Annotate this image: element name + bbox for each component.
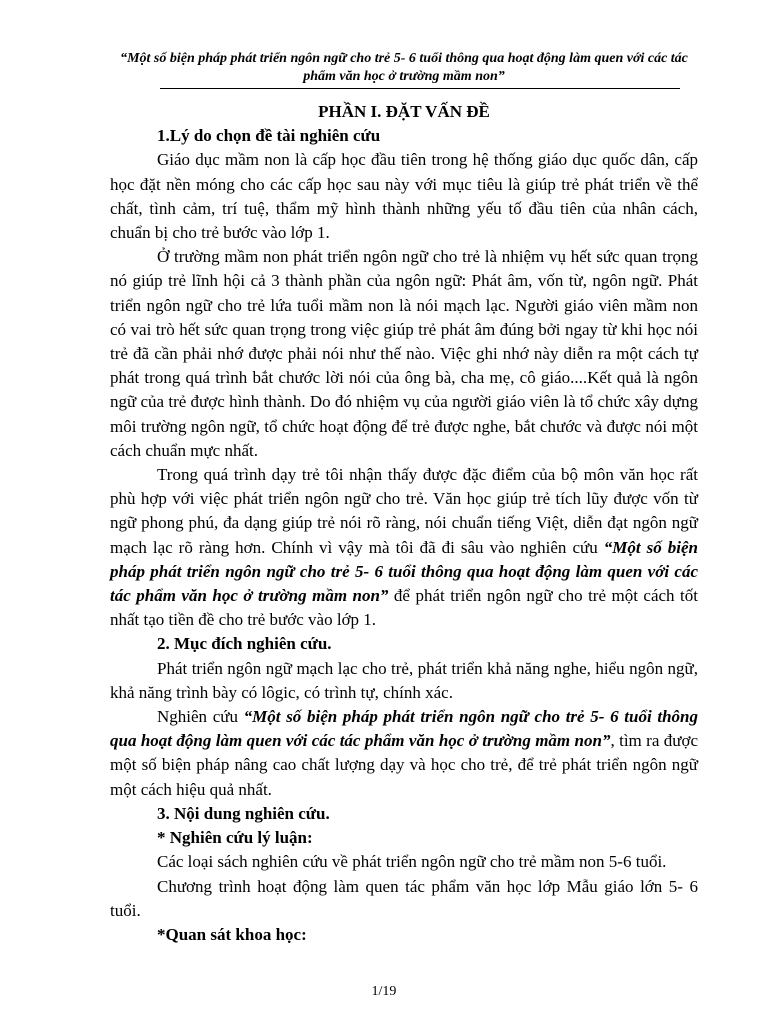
heading-purpose: 2. Mục đích nghiên cứu. [157,634,332,654]
paragraph-6: Các loại sách nghiên cứu về phát triển ngôn ngữ cho trẻ mầm non 5-6 tuổi. [157,852,667,872]
paragraph-5-title: “Một số biện pháp phát triển ngôn ngữ cho trẻ 5- 6 tuổi thông qua hoạt động làm quen với các tác phẩm văn học ở trường mầm non” [110,707,699,751]
running-header: “Một số biện pháp phát triển ngôn ngữ cho trẻ 5- 6 tuổi thông qua hoạt động làm quen với các tác phẩm văn học ở trường mầm non” [120,51,688,84]
document-body [110,100,698,947]
heading-content: 3. Nội dung nghiên cứu. [157,803,330,823]
heading-reason: 1.Lý do chọn đề tài nghiên cứu [157,126,381,146]
paragraph-7: Chương trình hoạt động làm quen tác phẩm văn học lớp Mẫu giáo lớn 5- 6 tuổi. [110,876,698,920]
heading-theory: * Nghiên cứu lý luận: [157,828,313,848]
page-number: 1/19 [371,984,397,999]
paragraph-2: Ở trường mầm non phát triển ngôn ngữ cho trẻ là nhiệm vụ hết sức quan trọng nó giúp trẻ lĩnh hội cả 3 thành phần của ngôn ngữ: Phát âm, vốn từ, ngôn ngữ. Phát triển ngôn ngữ cho trẻ lứa tuổi mầm non là nói mạch lạc. Người giáo viên mầm non có vai trò hết sức quan trọng trong việc giúp trẻ phát âm đúng bởi ngay từ khi học nói trẻ đã cần phải nhớ được phải nói như thế nào. Việc ghi nhớ này diễn ra một cách tự phát trong quá trình bắt chước lời nói của ông bà, cha mẹ, cô giáo....Kết quả là ngôn ngữ của trẻ được hình thành. Do đó nhiệm vụ của người giáo viên là tổ chức xây dựng môi trường ngôn ngữ, tổ chức hoạt động để trẻ được nghe, bắt chước và được nói một cách chuẩn mực nhất. [110,247,698,460]
section-title: PHẦN I. ĐẶT VẤN ĐỀ [318,102,490,121]
paragraph-3-title: “Một số biện pháp phát triển ngôn ngữ cho trẻ 5- 6 tuổi thông qua hoạt động làm quen với các tác phẩm văn học ở trường mầm non” [110,537,698,606]
paragraph-5 [110,705,698,802]
paragraph-3-text: Trong quá trình dạy trẻ tôi nhận thấy được đặc điểm của bộ môn văn học rất phù hợp với việc phát triển ngôn ngữ cho trẻ. Văn học giúp trẻ tích lũy được vốn từ ngữ phong phú, đa dạng giúp trẻ nói rõ ràng, nói chuẩn tiếng Việt, diễn đạt ngôn ngữ mạch lạc rõ ràng hơn. Chính vì vậy mà tôi đã đi sâu vào nghiên cứu [110,465,698,557]
paragraph-3-tail: để phát triển ngôn ngữ cho trẻ một cách tốt nhất tạo tiền đề cho trẻ bước vào lớp 1. [110,586,698,630]
paragraph-3 [110,463,698,632]
paragraph-1: Giáo dục mầm non là cấp học đầu tiên trong hệ thống giáo dục quốc dân, cấp học đặt nền móng cho các cấp học sau này với mục tiêu là giúp trẻ phát triển về thể chất, tình cảm, trí tuệ, thẩm mỹ hình thành những yếu tố đầu tiên của nhân cách, chuẩn bị cho trẻ bước vào lớp 1. [110,150,698,243]
paragraph-5-tail: , tìm ra được một số biện pháp nâng cao chất lượng dạy và học cho trẻ, để trẻ phát triển ngôn ngữ một cách hiệu quả nhất. [110,731,698,799]
heading-observation: *Quan sát khoa học: [157,924,307,944]
header-rule [160,88,680,89]
paragraph-4: Phát triển ngôn ngữ mạch lạc cho trẻ, phát triển khả năng nghe, hiểu ngôn ngữ, khả năng trình bày có lôgic, có trình tự, chính xác. [110,658,698,702]
paragraph-5-text: Nghiên cứu [157,707,244,727]
